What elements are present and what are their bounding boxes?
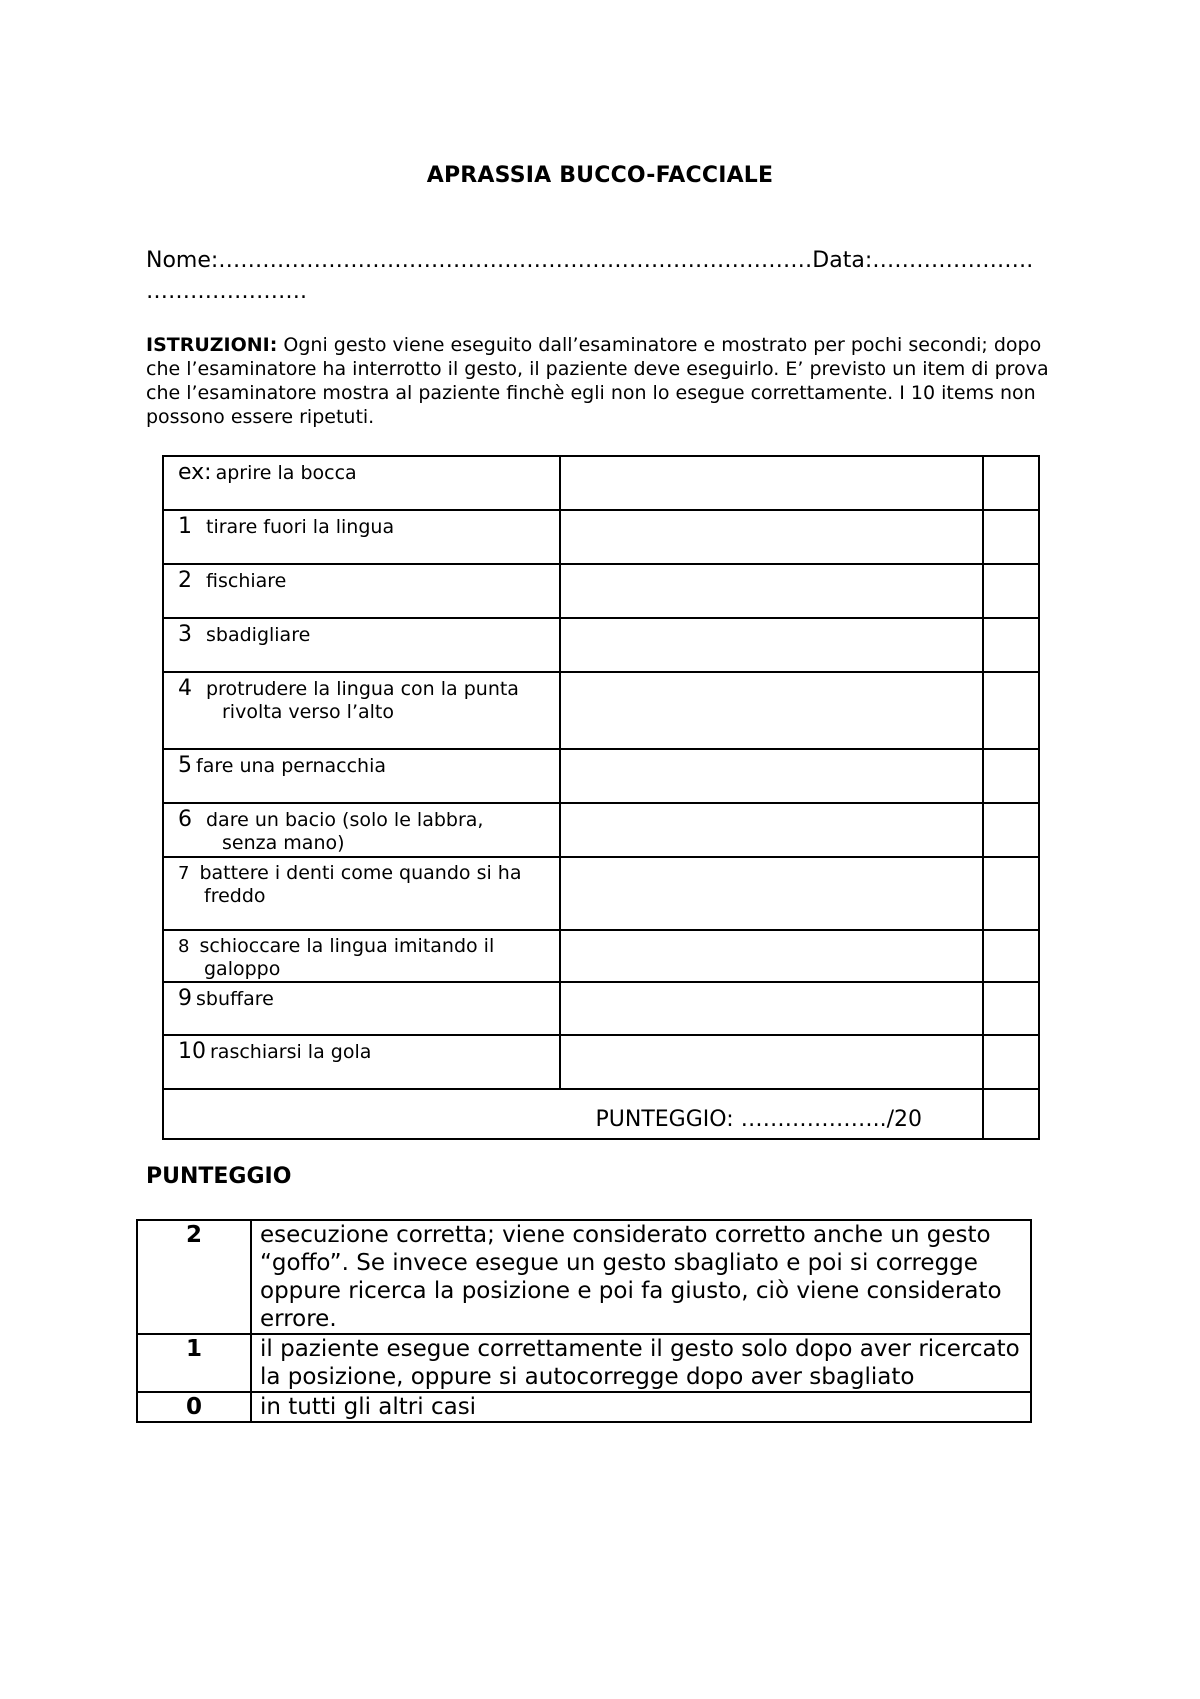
item-number: 7: [178, 863, 190, 884]
item-cell: [163, 857, 560, 930]
table-row: [163, 749, 1039, 803]
item-cell: [163, 803, 560, 857]
item-number: 1: [178, 514, 192, 539]
total-score-cell[interactable]: [983, 1089, 1039, 1139]
item-text: dare un bacio (solo le labbra,: [206, 809, 484, 831]
score-cell[interactable]: [983, 803, 1039, 857]
item-text: battere i denti come quando si ha: [199, 862, 522, 884]
item-number: 4: [178, 676, 192, 701]
item-cell: [163, 749, 560, 803]
score-description: il paziente esegue correttamente il gesto solo dopo aver ricercato la posizione, oppure si autocorregge dopo aver sbagliato: [251, 1334, 1031, 1392]
table-row: [163, 982, 1039, 1035]
instructions-label: ISTRUZIONI:: [146, 334, 278, 356]
table-row: [163, 618, 1039, 672]
item-text: protrudere la lingua con la punta: [206, 678, 519, 700]
score-cell[interactable]: [983, 510, 1039, 564]
item-cell: [163, 982, 560, 1035]
table-row: [163, 456, 1039, 510]
response-cell[interactable]: [560, 803, 983, 857]
table-row: [163, 672, 1039, 749]
item-number: 9: [178, 986, 192, 1011]
item-text: fare una pernacchia: [196, 755, 386, 777]
item-number: 2: [178, 568, 192, 593]
item-cell: [163, 618, 560, 672]
item-text-continuation: freddo: [204, 885, 266, 907]
score-cell[interactable]: [983, 672, 1039, 749]
score-cell[interactable]: [983, 982, 1039, 1035]
data-label: Data:: [812, 248, 873, 273]
score-cell[interactable]: [983, 857, 1039, 930]
score-cell[interactable]: [983, 930, 1039, 982]
nome-label: Nome:: [146, 248, 219, 273]
item-number: 8: [178, 936, 190, 957]
score-cell[interactable]: [983, 1035, 1039, 1089]
score-cell[interactable]: [983, 456, 1039, 510]
nome-field[interactable]: ………………………………………………………………………: [218, 248, 813, 273]
response-cell[interactable]: [560, 672, 983, 749]
score-cell[interactable]: [983, 618, 1039, 672]
instructions: [146, 333, 1066, 429]
item-text: tirare fuori la lingua: [206, 516, 395, 538]
total-score: PUNTEGGIO: ………………../20: [163, 1089, 983, 1139]
item-text: schioccare la lingua imitando il: [199, 935, 495, 957]
score-value: 0: [137, 1392, 251, 1422]
score-description: in tutti gli altri casi: [251, 1392, 1031, 1422]
item-text-continuation: senza mano): [222, 832, 345, 854]
item-cell: [163, 930, 560, 982]
item-number: 10: [178, 1039, 206, 1064]
response-cell[interactable]: [560, 1035, 983, 1089]
item-text: sbadigliare: [206, 624, 311, 646]
response-cell[interactable]: [560, 749, 983, 803]
response-cell[interactable]: [560, 456, 983, 510]
scoring-heading: PUNTEGGIO: [146, 1164, 292, 1189]
item-cell: [163, 672, 560, 749]
instructions-text: Ogni gesto viene eseguito dall’esaminatore e mostrato per pochi secondi; dopo che l’esaminatore ha interrotto il gesto, il paziente deve eseguirlo. E’ previsto un item di prova che l’esaminatore mostra al paziente finchè egli non lo esegue correttamente. I 10 items non possono essere ripetuti.: [146, 334, 1049, 428]
score-cell[interactable]: [983, 749, 1039, 803]
item-number: 3: [178, 622, 192, 647]
data-field-continuation: ………………….: [146, 279, 307, 304]
item-number: 5: [178, 753, 192, 778]
score-description: esecuzione corretta; viene considerato corretto anche un gesto “goffo”. Se invece esegue un gesto sbagliato e poi si corregge oppure ricerca la posizione e poi fa giusto, ciò viene considerato errore.: [251, 1220, 1031, 1334]
scoring-row: [137, 1220, 1031, 1334]
response-cell[interactable]: [560, 564, 983, 618]
scoring-row: [137, 1334, 1031, 1392]
table-row: [163, 930, 1039, 982]
response-cell[interactable]: [560, 510, 983, 564]
score-value: 2: [137, 1220, 251, 1334]
table-row: [163, 1035, 1039, 1089]
table-row: [163, 564, 1039, 618]
table-row: [163, 857, 1039, 930]
item-cell: [163, 1035, 560, 1089]
total-row: [163, 1089, 1039, 1139]
item-cell: [163, 564, 560, 618]
item-number: ex:: [178, 460, 212, 485]
item-text: raschiarsi la gola: [210, 1041, 372, 1063]
item-text: sbuffare: [196, 988, 274, 1010]
response-cell[interactable]: [560, 857, 983, 930]
data-field[interactable]: ………………….: [872, 248, 1034, 273]
item-text-continuation: rivolta verso l’alto: [222, 701, 394, 723]
scoring-row: [137, 1392, 1031, 1422]
score-cell[interactable]: [983, 564, 1039, 618]
item-cell: [163, 456, 560, 510]
table-row: [163, 803, 1039, 857]
name-date-line: [146, 248, 1033, 273]
items-table: [162, 455, 1040, 1140]
page-title: APRASSIA BUCCO-FACCIALE: [426, 163, 774, 188]
item-text: aprire la bocca: [215, 462, 357, 484]
table-row: [163, 510, 1039, 564]
scoring-table: [136, 1219, 1032, 1423]
item-text-continuation: galoppo: [204, 958, 281, 980]
item-number: 6: [178, 807, 192, 832]
item-cell: [163, 510, 560, 564]
response-cell[interactable]: [560, 982, 983, 1035]
score-value: 1: [137, 1334, 251, 1392]
item-text: fischiare: [206, 570, 287, 592]
response-cell[interactable]: [560, 930, 983, 982]
response-cell[interactable]: [560, 618, 983, 672]
